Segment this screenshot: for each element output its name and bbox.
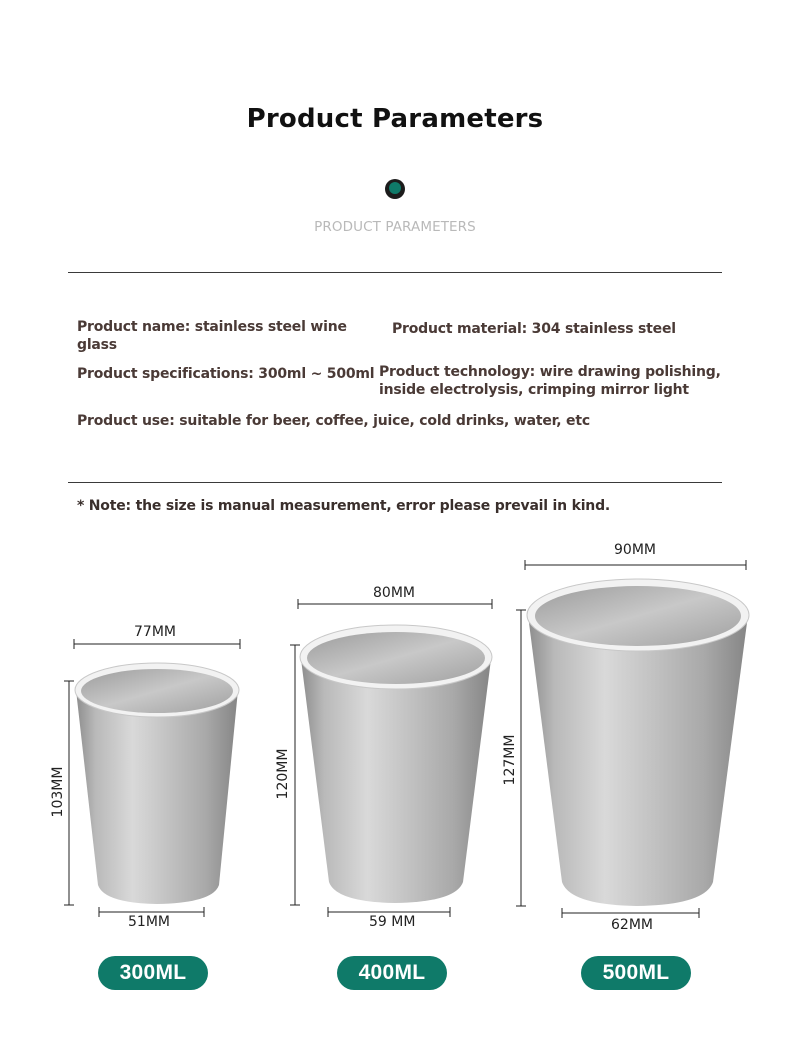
cup3-top-width: 90MM [614,542,656,558]
cup2-bottom-width: 59 MM [369,914,416,930]
page-title: Product Parameters [246,104,544,134]
cup-500ml [527,579,749,906]
cup3-bottom-width: 62MM [611,917,653,933]
param-technology: Product technology: wire drawing polishing, inside electrolysis, crimping mirror light [379,364,721,398]
page-subtitle: PRODUCT PARAMETERS [314,219,476,235]
cup2-height: 120MM [275,748,291,800]
param-specifications: Product specifications: 300ml ~ 500ml [77,366,375,382]
capacity-badge-500ml: 500ML [581,956,691,990]
capacity-badge-400ml: 400ML [337,956,447,990]
size-note: * Note: the size is manual measurement, error please prevail in kind. [77,498,611,514]
cup2-top-width: 80MM [373,585,415,601]
cup-interior [81,669,233,713]
cup1-height: 103MM [50,766,66,818]
cup-body [76,690,238,904]
cup3-height: 127MM [502,734,518,786]
param-use: Product use: suitable for beer, coffee, juice, cold drinks, water, etc [77,413,590,429]
capacity-badge-300ml: 300ML [98,956,208,990]
cup-body [301,659,491,903]
cup-interior [307,632,485,684]
param-material: Product material: 304 stainless steel [392,321,676,337]
cup-interior [535,586,741,646]
param-name: Product name: stainless steel wine glass [77,319,347,353]
cup-400ml [300,625,492,903]
cup1-top-width: 77MM [134,624,176,640]
cup-300ml [75,663,239,904]
cup1-bottom-width: 51MM [128,914,170,930]
cup-body [528,615,748,906]
